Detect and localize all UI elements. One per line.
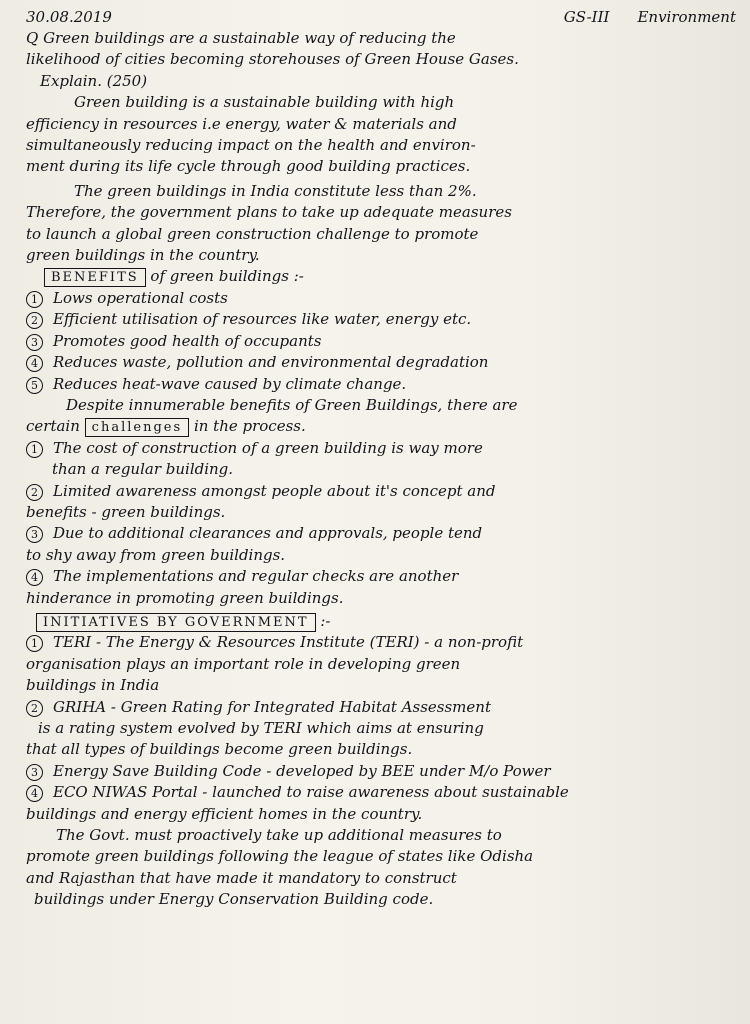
list-item bbox=[26, 566, 736, 587]
item-continuation: that all types of buildings become green buildings. bbox=[26, 740, 413, 759]
item-text: Energy Save Building Code - developed by BEE under M/o Power bbox=[53, 761, 551, 780]
item-text: Limited awareness amongst people about it's concept and bbox=[53, 481, 496, 500]
list-item bbox=[26, 352, 736, 373]
paragraph-line: efficiency in resources i.e energy, water & materials and bbox=[26, 114, 457, 133]
benefits-list bbox=[26, 288, 736, 395]
question bbox=[26, 28, 736, 92]
item-text: Promotes good health of occupants bbox=[53, 331, 322, 350]
paragraph-line: Therefore, the government plans to take up adequate measures bbox=[26, 203, 512, 222]
item-continuation: to shy away from green buildings. bbox=[26, 545, 286, 564]
list-item bbox=[26, 288, 736, 309]
paragraph-line: The green buildings in India constitute less than 2%. bbox=[74, 181, 477, 200]
list-item bbox=[26, 331, 736, 352]
paragraph-line: promote green buildings following the league of states like Odisha bbox=[26, 847, 534, 866]
item-continuation: benefits - green buildings. bbox=[26, 502, 226, 521]
list-item bbox=[26, 782, 736, 803]
item-continuation: buildings in India bbox=[26, 676, 160, 695]
paragraph-line: and Rajasthan that have made it mandatory to construct bbox=[26, 868, 457, 887]
list-item bbox=[26, 632, 736, 653]
paper-code: GS-III bbox=[563, 8, 610, 26]
item-number: 4 bbox=[26, 785, 43, 802]
item-number: 1 bbox=[26, 441, 43, 458]
paragraph-line: Green building is a sustainable building with high bbox=[74, 93, 455, 112]
item-number: 2 bbox=[26, 700, 43, 717]
paragraph-line: The Govt. must proactively take up additional measures to bbox=[56, 826, 502, 845]
challenges-intro bbox=[26, 395, 736, 438]
initiatives-heading-rest: :- bbox=[320, 611, 331, 630]
subject: Environment bbox=[637, 8, 736, 26]
item-continuation: hinderance in promoting green buildings. bbox=[26, 588, 344, 607]
paragraph-line bbox=[26, 416, 736, 437]
item-continuation: organisation plays an important role in developing green bbox=[26, 654, 461, 673]
list-item bbox=[26, 438, 736, 459]
item-number: 3 bbox=[26, 526, 43, 543]
list-item bbox=[26, 309, 736, 330]
item-text: The implementations and regular checks are another bbox=[53, 567, 459, 586]
paragraph-line: ment during its life cycle through good building practices. bbox=[26, 157, 471, 176]
initiatives-boxed-label: INITIATIVES BY GOVERNMENT bbox=[36, 613, 316, 632]
benefits-boxed-label: BENEFITS bbox=[44, 268, 146, 287]
item-text: TERI - The Energy & Resources Institute (TERI) - a non-profit bbox=[53, 633, 524, 652]
item-text: Lows operational costs bbox=[53, 288, 228, 307]
intro-paragraph bbox=[26, 92, 736, 178]
paragraph-line: simultaneously reducing impact on the health and environ- bbox=[26, 136, 476, 155]
question-line: Q Green buildings are a sustainable way of reducing the bbox=[26, 29, 456, 47]
list-item bbox=[26, 481, 736, 502]
challenges-suffix: in the process. bbox=[193, 417, 306, 436]
item-number: 4 bbox=[26, 355, 43, 372]
item-text: The cost of construction of a green building is way more bbox=[53, 438, 483, 457]
question-line: Explain. (250) bbox=[40, 71, 148, 90]
list-item bbox=[26, 523, 736, 544]
initiatives-heading bbox=[26, 611, 736, 632]
challenges-list bbox=[26, 438, 736, 609]
item-number: 4 bbox=[26, 569, 43, 586]
challenges-boxed-label: challenges bbox=[85, 418, 189, 437]
item-text: Due to additional clearances and approvals, people tend bbox=[53, 524, 483, 543]
paragraph-line: to launch a global green construction challenge to promote bbox=[26, 224, 479, 243]
list-item bbox=[26, 374, 736, 395]
paragraph-line: buildings under Energy Conservation Building code. bbox=[34, 890, 434, 909]
paragraph-line: green buildings in the country. bbox=[26, 246, 260, 265]
date: 30.08.2019 bbox=[26, 8, 112, 26]
item-number: 2 bbox=[26, 484, 43, 501]
item-number: 1 bbox=[26, 291, 43, 308]
paragraph-line: Despite innumerable benefits of Green Buildings, there are bbox=[66, 395, 518, 414]
item-text: GRIHA - Green Rating for Integrated Habitat Assessment bbox=[53, 697, 491, 716]
benefits-heading bbox=[26, 266, 736, 287]
item-number: 1 bbox=[26, 635, 43, 652]
item-number: 3 bbox=[26, 764, 43, 781]
context-paragraph bbox=[26, 181, 736, 267]
item-text: Reduces waste, pollution and environmental degradation bbox=[53, 353, 489, 372]
initiatives-list bbox=[26, 632, 736, 825]
conclusion-paragraph bbox=[26, 825, 736, 911]
list-item bbox=[26, 697, 736, 718]
item-text: ECO NIWAS Portal - launched to raise awareness about sustainable bbox=[53, 783, 569, 802]
item-continuation: than a regular building. bbox=[52, 460, 234, 479]
list-item bbox=[26, 761, 736, 782]
item-text: Efficient utilisation of resources like water, energy etc. bbox=[53, 310, 472, 329]
item-number: 5 bbox=[26, 377, 43, 394]
item-number: 3 bbox=[26, 334, 43, 351]
item-text: Reduces heat-wave caused by climate change. bbox=[53, 374, 407, 393]
item-continuation: buildings and energy efficient homes in the country. bbox=[26, 804, 423, 823]
challenges-prefix: certain bbox=[26, 417, 80, 436]
benefits-heading-rest: of green buildings :- bbox=[150, 267, 304, 286]
question-line: likelihood of cities becoming storehouses of Green House Gases. bbox=[26, 50, 519, 69]
page-header bbox=[26, 8, 736, 28]
item-number: 2 bbox=[26, 312, 43, 329]
item-continuation: is a rating system evolved by TERI which aims at ensuring bbox=[38, 719, 484, 737]
